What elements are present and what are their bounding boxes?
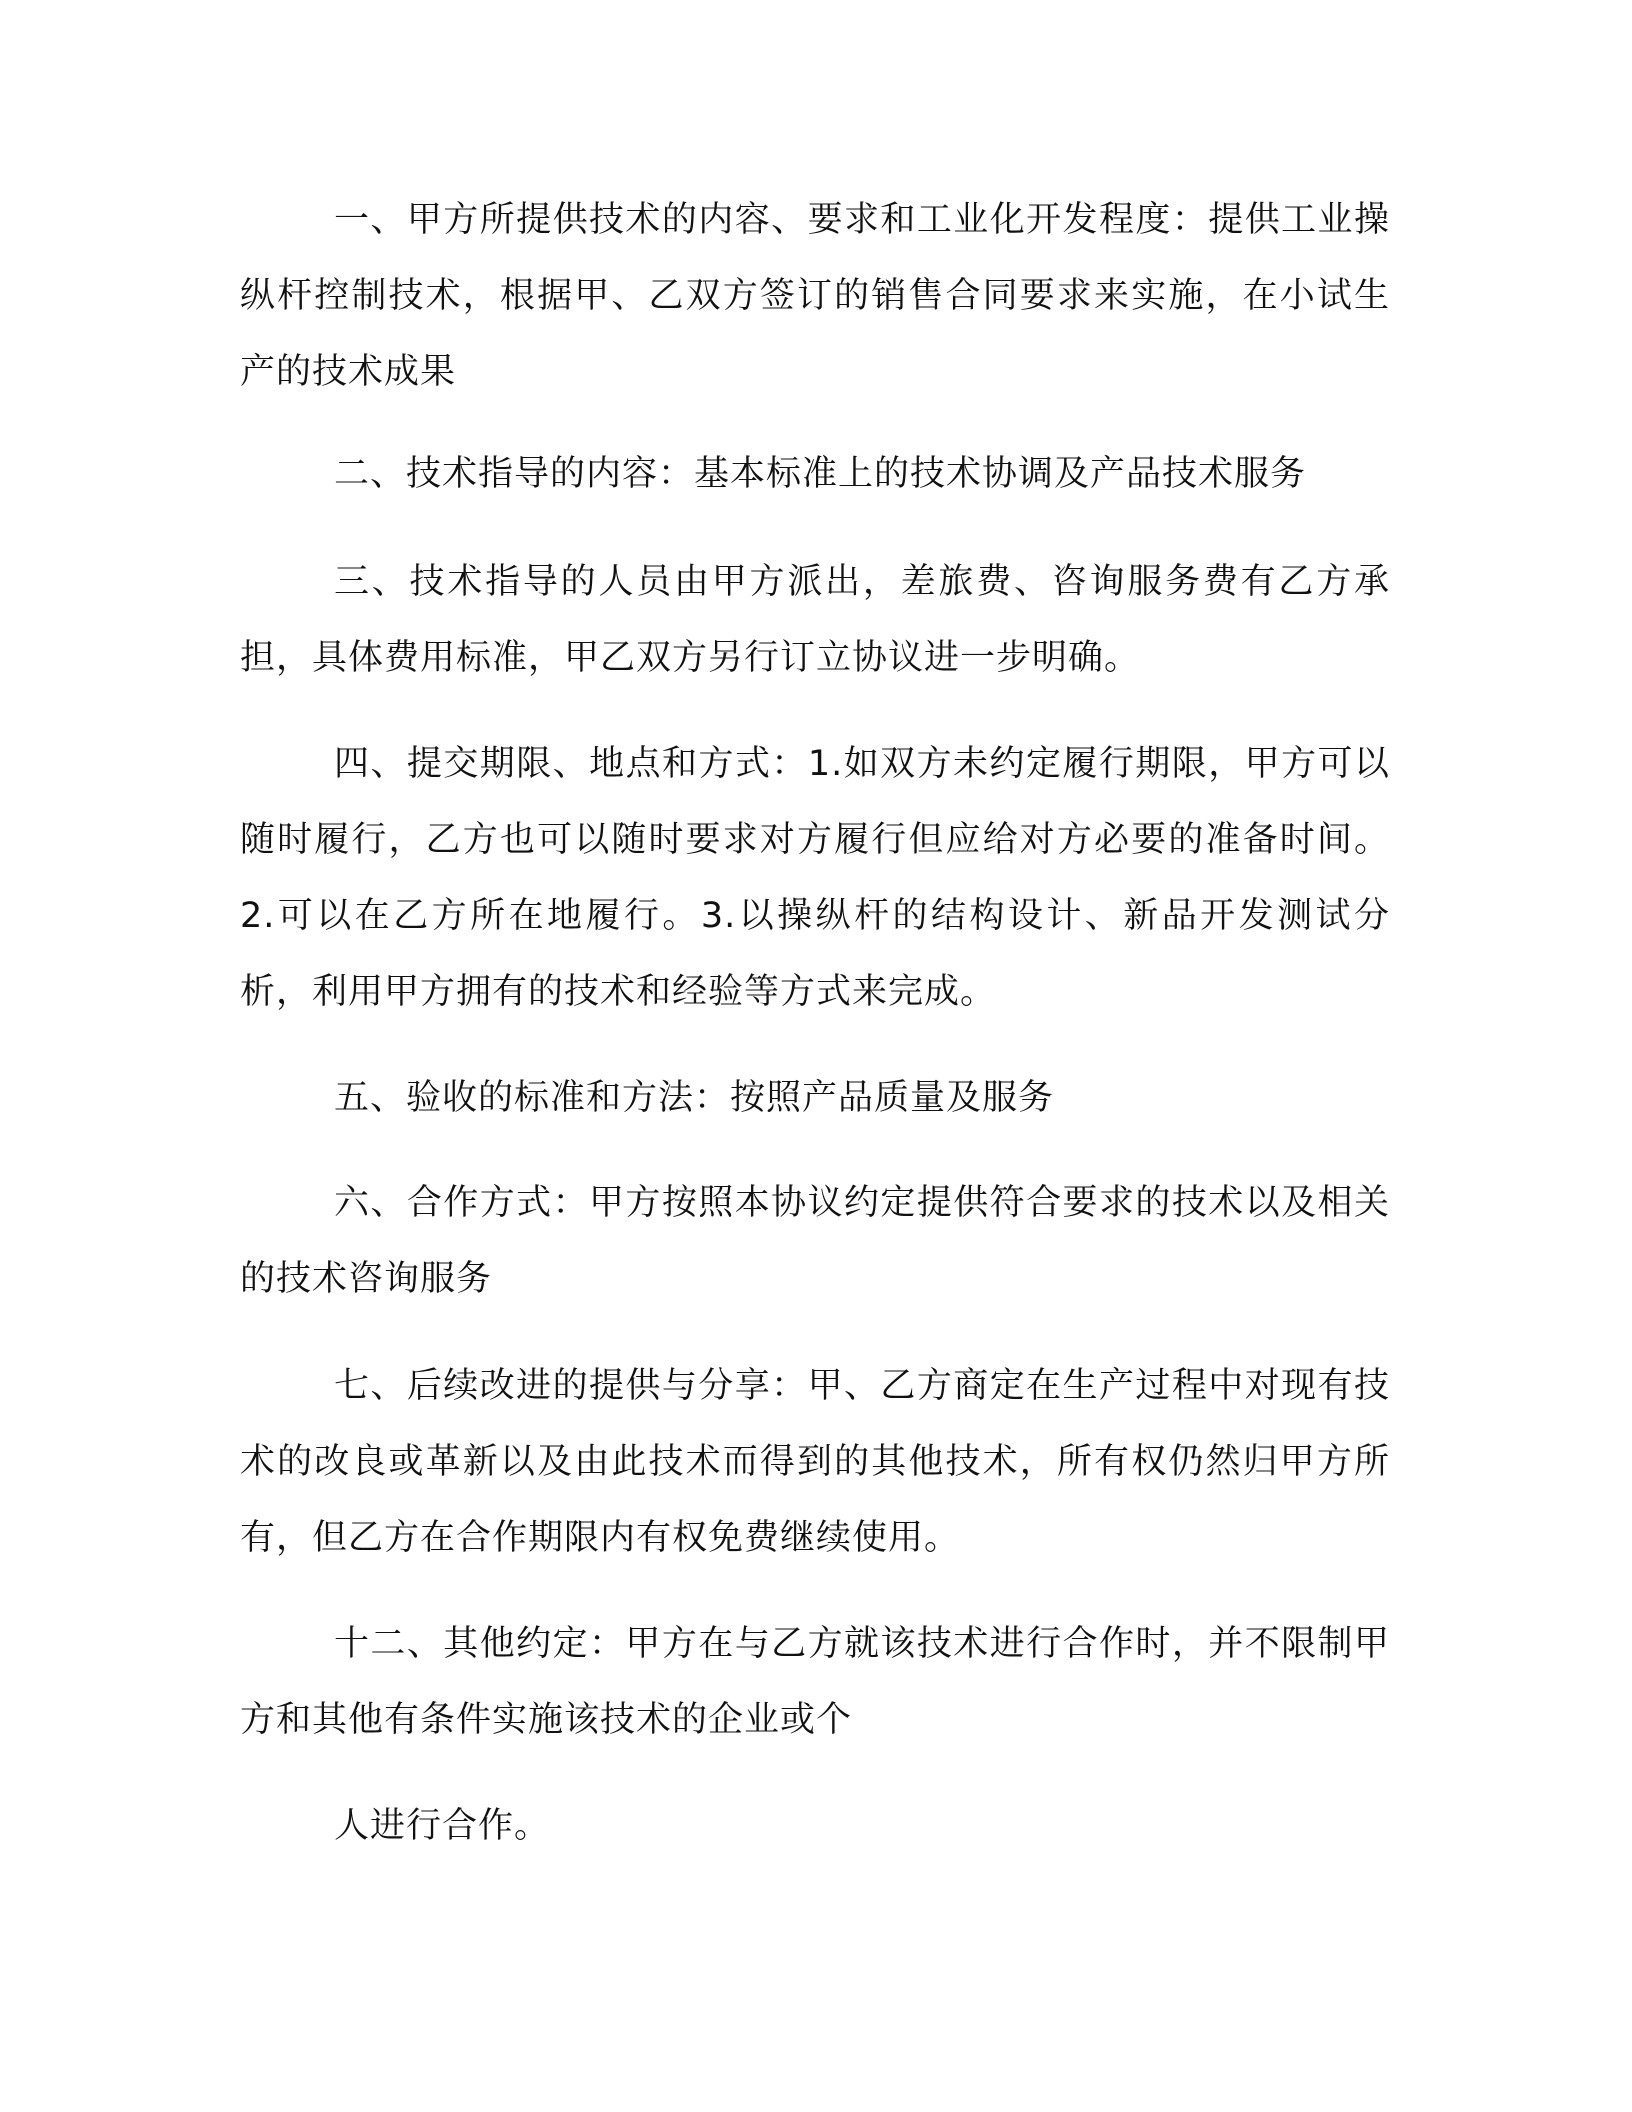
clause-3-paragraph: 三、技术指导的人员由甲方派出，差旅费、咨询服务费有乙方承担，具体费用标准，甲乙双方另行订立协议进一步明确。	[240, 562, 1390, 678]
clause-2-paragraph: 二、技术指导的内容：基本标准上的技术协调及产品技术服务	[334, 454, 1307, 494]
clause-12-paragraph: 十二、其他约定：甲方在与乙方就该技术进行合作时，并不限制甲方和其他有条件实施该技术的企业或个	[240, 1624, 1390, 1740]
clause-7-paragraph: 七、后续改进的提供与分享：甲、乙方商定在生产过程中对现有技术的改良或革新以及由此技术而得到的其他技术，所有权仍然归甲方所有，但乙方在合作期限内有权免费继续使用。	[240, 1366, 1390, 1558]
clause-5-paragraph: 五、验收的标准和方法：按照产品质量及服务	[334, 1078, 1055, 1118]
clause-12-continuation-paragraph: 人进行合作。	[334, 1806, 551, 1846]
clause-1-paragraph: 一、甲方所提供技术的内容、要求和工业化开发程度：提供工业操纵杆控制技术，根据甲、乙双方签订的销售合同要求来实施，在小试生产的技术成果	[240, 200, 1390, 392]
clause-6-paragraph: 六、合作方式：甲方按照本协议约定提供符合要求的技术以及相关的技术咨询服务	[240, 1183, 1390, 1299]
clause-4-paragraph: 四、提交期限、地点和方式：1.如双方未约定履行期限，甲方可以随时履行，乙方也可以随时要求对方履行但应给对方必要的准备时间。2.可以在乙方所在地履行。3.以操纵杆的结构设计、新品开发测试分析，利用甲方拥有的技术和经验等方式来完成。	[240, 744, 1390, 1012]
